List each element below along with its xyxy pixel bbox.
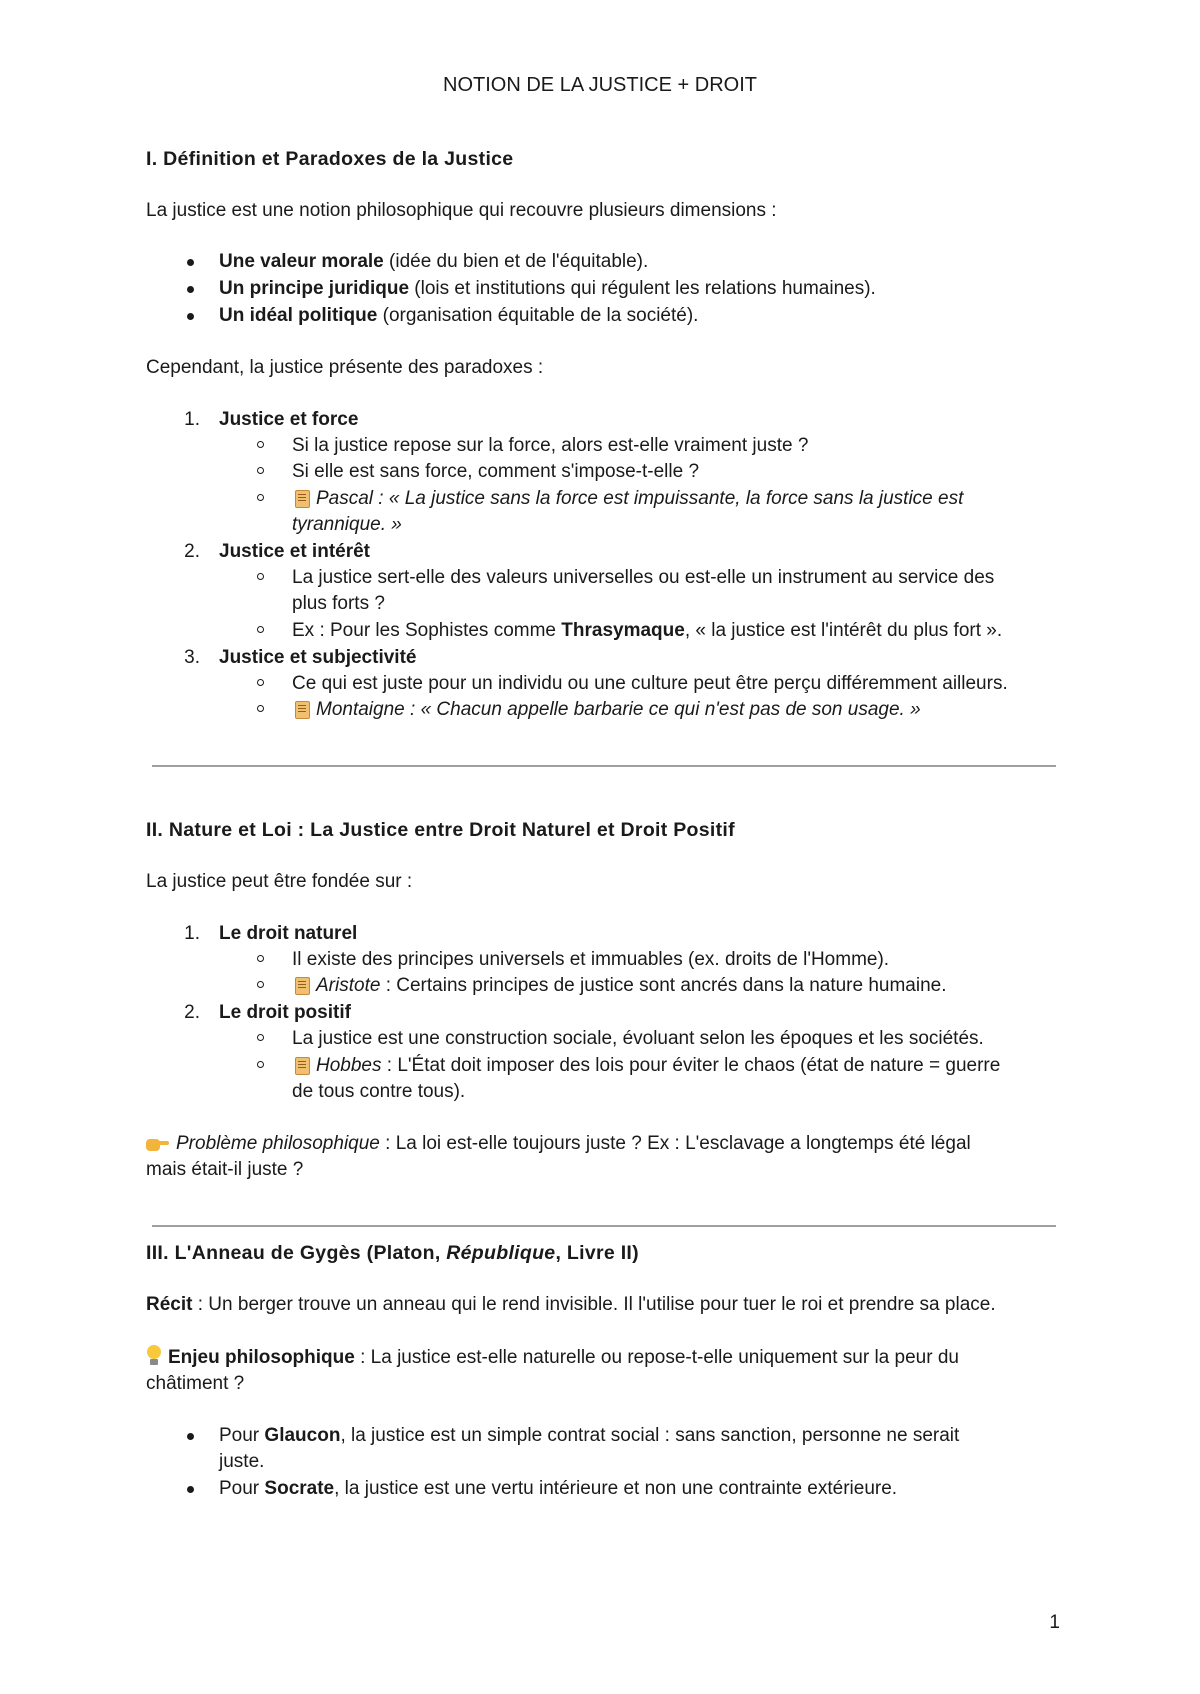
scroll-icon [292,699,310,719]
sub-bullet [257,467,264,474]
section-2-intro: La justice peut être fondée sur : [146,871,413,892]
list-item-title: Justice et intérêt [219,541,370,562]
sub-item-cont: plus forts ? [292,593,385,614]
list-item-cont: juste. [219,1451,265,1472]
list-item: Un principe juridique (lois et institutions qui régulent les relations humaines). [219,278,876,299]
list-item: Pour Socrate, la justice est une vertu intérieure et non une contrainte extérieure. [219,1478,898,1499]
sub-item-quote: Aristote : Certains principes de justice sont ancrés dans la nature humaine. [292,973,947,999]
sub-item-quote: Pascal : « La justice sans la force est impuissante, la force sans la justice est [292,486,963,512]
section-1-heading: I. Définition et Paradoxes de la Justice [146,148,514,170]
section-3-heading: III. L'Anneau de Gygès (Platon, République, Livre II) [146,1242,639,1264]
list-item: Une valeur morale (idée du bien et de l'équitable). [219,251,649,272]
sub-item: Ex : Pour les Sophistes comme Thrasymaque, « la justice est l'intérêt du plus fort ». [292,620,1003,641]
sub-item: Ce qui est juste pour un individu ou une culture peut être perçu différemment ailleurs. [292,673,1008,694]
list-item-title: Le droit naturel [219,923,358,944]
sub-bullet [257,573,264,580]
page-number: 1 [1049,1612,1060,1633]
section-2-heading: II. Nature et Loi : La Justice entre Droit Naturel et Droit Positif [146,819,735,841]
list-number: 1. [184,409,200,430]
sub-bullet [257,494,264,501]
sub-item: Si elle est sans force, comment s'impose-t-elle ? [292,461,700,482]
sub-item: La justice est une construction sociale, évoluant selon les époques et les sociétés. [292,1028,984,1049]
lightbulb-icon [146,1345,162,1367]
sub-bullet [257,626,264,633]
list-number: 2. [184,1002,200,1023]
sub-item-quote: Montaigne : « Chacun appelle barbarie ce qui n'est pas de son usage. » [292,697,921,723]
bullet [187,1433,194,1440]
list-item: Pour Glaucon, la justice est un simple contrat social : sans sanction, personne ne serait [219,1425,960,1446]
bullet [187,259,194,266]
sub-item: Si la justice repose sur la force, alors est-elle vraiment juste ? [292,435,809,456]
enjeu-paragraph-cont: châtiment ? [146,1373,245,1394]
problem-note-cont: mais était-il juste ? [146,1159,304,1180]
sub-item-quote-cont: tyrannique. » [292,514,402,535]
bullet [187,1486,194,1493]
list-number: 1. [184,923,200,944]
bullet [187,313,194,320]
sub-bullet [257,981,264,988]
list-item-title: Justice et force [219,409,359,430]
paragraph: Cependant, la justice présente des paradoxes : [146,357,544,378]
scroll-icon [292,488,310,508]
enjeu-paragraph: Enjeu philosophique : La justice est-elle naturelle ou repose-t-elle uniquement sur la peur du [146,1345,959,1371]
sub-item-quote: Hobbes : L'État doit imposer des lois pour éviter le chaos (état de nature = guerre [292,1053,1000,1079]
sub-bullet [257,955,264,962]
sub-item: Il existe des principes universels et immuables (ex. droits de l'Homme). [292,949,890,970]
section-1-intro: La justice est une notion philosophique qui recouvre plusieurs dimensions : [146,200,777,221]
document-title: NOTION DE LA JUSTICE + DROIT [443,74,757,96]
list-item-title: Le droit positif [219,1002,351,1023]
sub-bullet [257,441,264,448]
problem-note: Problème philosophique : La loi est-elle toujours juste ? Ex : L'esclavage a longtemps été légal [146,1131,971,1157]
pointing-hand-icon [146,1134,170,1152]
horizontal-divider [152,1225,1056,1227]
sub-bullet [257,679,264,686]
list-number: 2. [184,541,200,562]
horizontal-divider [152,765,1056,767]
scroll-icon [292,1055,310,1075]
sub-item: La justice sert-elle des valeurs universelles ou est-elle un instrument au service des [292,567,995,588]
list-item: Un idéal politique (organisation équitable de la société). [219,305,699,326]
scroll-icon [292,975,310,995]
sub-bullet [257,1034,264,1041]
list-number: 3. [184,647,200,668]
bullet [187,286,194,293]
recit-paragraph: Récit : Un berger trouve un anneau qui le rend invisible. Il l'utilise pour tuer le roi et prendre sa place. [146,1294,996,1315]
sub-bullet [257,705,264,712]
sub-item-cont: de tous contre tous). [292,1081,466,1102]
sub-bullet [257,1061,264,1068]
list-item-title: Justice et subjectivité [219,647,417,668]
